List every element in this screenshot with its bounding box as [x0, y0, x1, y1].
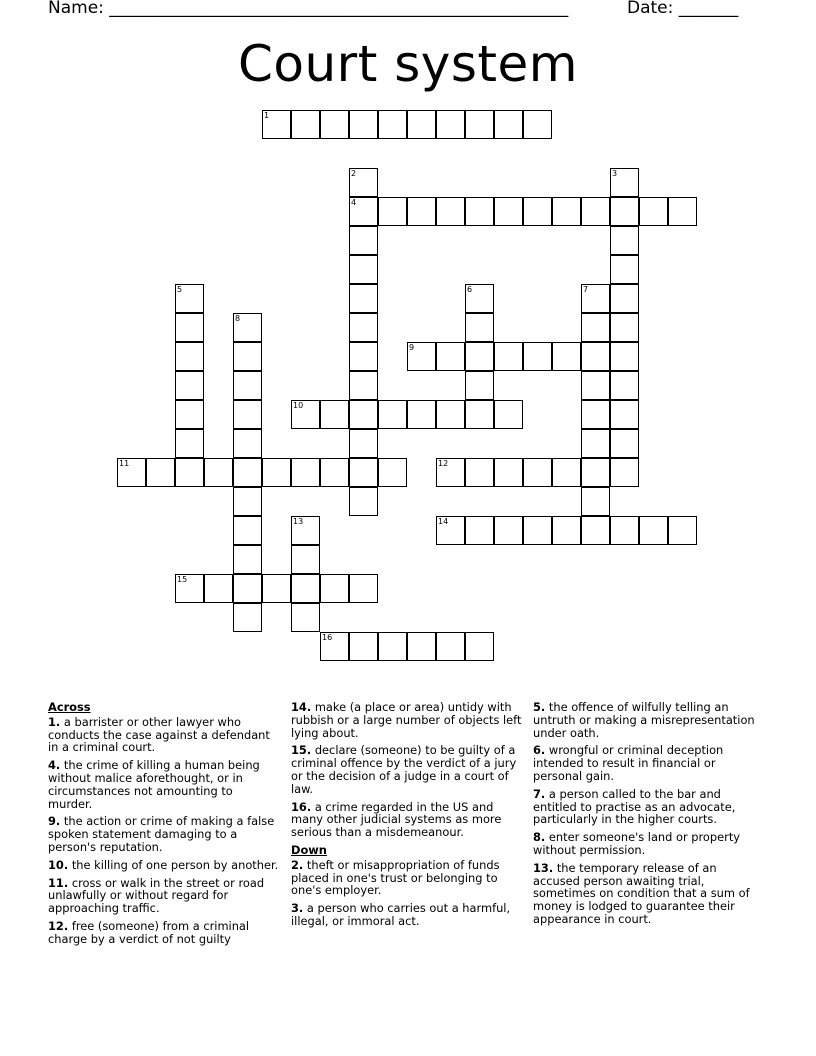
crossword-cell[interactable]	[639, 516, 668, 545]
crossword-cell[interactable]	[233, 574, 262, 603]
clue-text: a person who carries out a harmful, illegal, or immoral act.	[291, 901, 511, 928]
crossword-cell[interactable]	[349, 226, 378, 255]
crossword-cell[interactable]	[233, 313, 262, 342]
clue-text: the offence of wilfully telling an untruth or making a misrepresentation under oath.	[533, 700, 755, 740]
clue-item	[533, 744, 765, 782]
crossword-cell[interactable]	[465, 284, 494, 313]
crossword-cell[interactable]	[465, 400, 494, 429]
clue-number-label: 1.	[48, 714, 61, 729]
clue-number-label: 16.	[291, 799, 312, 814]
crossword-cell[interactable]	[175, 400, 204, 429]
crossword-cell[interactable]	[668, 197, 697, 226]
crossword-cell[interactable]	[494, 516, 523, 545]
crossword-cell[interactable]	[494, 458, 523, 487]
clue-number: 3	[612, 169, 618, 178]
clue-text: the crime of killing a human being without malice aforethought, or in circumstances not amounting to murder.	[48, 758, 260, 811]
crossword-cell[interactable]	[233, 371, 262, 400]
crossword-cell[interactable]	[320, 110, 349, 139]
crossword-cell[interactable]	[610, 255, 639, 284]
crossword-cell[interactable]	[523, 458, 552, 487]
crossword-cell[interactable]	[581, 458, 610, 487]
clue-item	[533, 701, 765, 739]
crossword-cell[interactable]	[117, 458, 146, 487]
crossword-cell[interactable]	[233, 429, 262, 458]
crossword-cell[interactable]	[233, 400, 262, 429]
crossword-cell[interactable]	[639, 197, 668, 226]
crossword-cell[interactable]	[349, 255, 378, 284]
crossword-cell[interactable]	[465, 516, 494, 545]
crossword-cell[interactable]	[349, 168, 378, 197]
clue-item	[48, 920, 280, 946]
crossword-cell[interactable]	[262, 110, 291, 139]
across-heading: Across	[48, 700, 91, 714]
crossword-cell[interactable]	[523, 516, 552, 545]
clue-text: enter someone's land or property without permission.	[533, 830, 741, 857]
clue-text: free (someone) from a criminal charge by a verdict of not guilty	[48, 918, 250, 946]
crossword-cell[interactable]	[436, 400, 465, 429]
crossword-cell[interactable]	[436, 632, 465, 661]
crossword-cell[interactable]	[523, 342, 552, 371]
crossword-cell[interactable]	[407, 632, 436, 661]
crossword-cell[interactable]	[552, 516, 581, 545]
crossword-cell[interactable]	[175, 284, 204, 313]
crossword-cell[interactable]	[523, 110, 552, 139]
crossword-cell[interactable]	[465, 197, 494, 226]
crossword-cell[interactable]	[668, 516, 697, 545]
crossword-cell[interactable]	[233, 342, 262, 371]
crossword-cell[interactable]	[581, 516, 610, 545]
crossword-cell[interactable]	[610, 197, 639, 226]
crossword-cell[interactable]	[552, 342, 581, 371]
crossword-cell[interactable]	[262, 574, 291, 603]
clue-number-label: 9.	[48, 814, 61, 829]
clue-item	[291, 859, 523, 897]
clue-text: the killing of one person by another.	[71, 857, 279, 872]
crossword-cell[interactable]	[407, 342, 436, 371]
clue-text: cross or walk in the street or road unlawfully or without regard for approaching traffic.	[48, 875, 265, 916]
clue-item	[48, 815, 280, 853]
clue-item	[48, 759, 280, 810]
crossword-cell[interactable]	[349, 458, 378, 487]
crossword-cell[interactable]	[349, 371, 378, 400]
name-field[interactable]: Name: ______________________________________________________	[48, 0, 569, 18]
crossword-cell[interactable]	[494, 110, 523, 139]
crossword-cell[interactable]	[204, 458, 233, 487]
clue-number: 2	[351, 169, 357, 178]
crossword-cell[interactable]	[291, 603, 320, 632]
clue-number-label: 2.	[291, 857, 304, 872]
crossword-cell[interactable]	[378, 400, 407, 429]
crossword-cell[interactable]	[436, 110, 465, 139]
crossword-cell[interactable]	[581, 371, 610, 400]
crossword-cell[interactable]	[465, 342, 494, 371]
clue-number-label: 4.	[48, 758, 61, 773]
crossword-cell[interactable]	[610, 458, 639, 487]
crossword-cell[interactable]	[581, 197, 610, 226]
clue-number-label: 7.	[533, 786, 546, 801]
clue-item	[291, 902, 523, 928]
crossword-cell[interactable]	[436, 458, 465, 487]
clues-column-1	[48, 701, 280, 951]
clue-number: 7	[583, 285, 589, 294]
crossword-cell[interactable]	[581, 487, 610, 516]
crossword-cell[interactable]	[378, 110, 407, 139]
crossword-cell[interactable]	[523, 197, 552, 226]
crossword-cell[interactable]	[378, 197, 407, 226]
crossword-cell[interactable]	[349, 574, 378, 603]
clue-number: 11	[119, 459, 130, 468]
crossword-cell[interactable]	[349, 487, 378, 516]
crossword-cell[interactable]	[465, 110, 494, 139]
clue-text: declare (someone) to be guilty of a criminal offence by the verdict of a jury or the decision of a judge in a court of law.	[291, 743, 517, 796]
crossword-cell[interactable]	[494, 400, 523, 429]
clue-number: 14	[438, 517, 449, 526]
crossword-cell[interactable]	[610, 400, 639, 429]
crossword-cell[interactable]	[407, 110, 436, 139]
crossword-cell[interactable]	[175, 574, 204, 603]
crossword-cell[interactable]	[465, 632, 494, 661]
crossword-cell[interactable]	[175, 342, 204, 371]
crossword-cell[interactable]	[349, 400, 378, 429]
crossword-cell[interactable]	[349, 284, 378, 313]
crossword-cell[interactable]	[436, 516, 465, 545]
crossword-cell[interactable]	[320, 458, 349, 487]
clue-number: 5	[177, 285, 183, 294]
clue-number-label: 14.	[291, 700, 312, 714]
down-heading: Down	[291, 842, 327, 857]
clue-number: 6	[467, 285, 473, 294]
crossword-cell[interactable]	[494, 342, 523, 371]
crossword-cell[interactable]	[610, 516, 639, 545]
clue-number-label: 5.	[533, 700, 546, 714]
crossword-cell[interactable]	[349, 197, 378, 226]
crossword-cell[interactable]	[233, 487, 262, 516]
crossword-cell[interactable]	[320, 400, 349, 429]
clue-item	[48, 877, 280, 915]
clue-number: 10	[293, 401, 304, 410]
crossword-cell[interactable]	[610, 371, 639, 400]
crossword-cell[interactable]	[175, 313, 204, 342]
crossword-cell[interactable]	[146, 458, 175, 487]
clue-item	[533, 788, 765, 826]
crossword-cell[interactable]	[581, 342, 610, 371]
crossword-cell[interactable]	[204, 574, 233, 603]
clue-item	[48, 716, 280, 754]
clue-item	[291, 801, 523, 839]
crossword-cell[interactable]	[465, 371, 494, 400]
crossword-cell[interactable]	[233, 458, 262, 487]
crossword-cell[interactable]	[320, 632, 349, 661]
clue-item	[533, 862, 765, 926]
clue-number-label: 15.	[291, 743, 312, 758]
crossword-cell[interactable]	[378, 458, 407, 487]
clue-item	[291, 701, 523, 739]
clue-number: 9	[409, 343, 415, 352]
crossword-cell[interactable]	[262, 458, 291, 487]
crossword-cell[interactable]	[465, 458, 494, 487]
clue-number: 16	[322, 633, 333, 642]
crossword-cell[interactable]	[291, 458, 320, 487]
crossword-cell[interactable]	[233, 545, 262, 574]
clue-item	[291, 744, 523, 795]
crossword-cell[interactable]	[581, 400, 610, 429]
crossword-cell[interactable]	[291, 110, 320, 139]
clue-number-label: 3.	[291, 901, 304, 916]
clue-text: theft or misappropriation of funds placed in one's trust or belonging to one's employer.	[291, 857, 500, 898]
clue-number: 1	[264, 111, 270, 120]
crossword-cell[interactable]	[175, 429, 204, 458]
crossword-cell[interactable]	[175, 371, 204, 400]
clue-number: 4	[351, 198, 357, 207]
crossword-cell[interactable]	[552, 458, 581, 487]
crossword-cell[interactable]	[436, 342, 465, 371]
clue-number: 8	[235, 314, 241, 323]
crossword-cell[interactable]	[407, 400, 436, 429]
clue-text: make (a place or area) untidy with rubbish or a large number of objects left lying about.	[291, 700, 522, 740]
crossword-cell[interactable]	[407, 197, 436, 226]
crossword-cell[interactable]	[349, 342, 378, 371]
crossword-cell[interactable]	[610, 429, 639, 458]
crossword-cell[interactable]	[610, 284, 639, 313]
crossword-cell[interactable]	[581, 429, 610, 458]
clue-number-label: 10.	[48, 857, 69, 872]
crossword-cell[interactable]	[175, 458, 204, 487]
clue-text: the temporary release of an accused person awaiting trial, sometimes on condition that a sum of money is lodged to guarantee their appearance in court.	[533, 860, 750, 926]
date-field[interactable]: Date: _______	[627, 0, 739, 18]
crossword-cell[interactable]	[291, 545, 320, 574]
clue-number-label: 11.	[48, 875, 69, 890]
clue-text: the action or crime of making a false spoken statement damaging to a person's reputation.	[48, 814, 275, 854]
crossword-cell[interactable]	[610, 168, 639, 197]
clue-number: 15	[177, 575, 188, 584]
clue-text: wrongful or criminal deception intended to result in financial or personal gain.	[533, 743, 724, 783]
crossword-cell[interactable]	[320, 574, 349, 603]
clue-number: 13	[293, 517, 304, 526]
clues-column-2	[291, 701, 523, 933]
crossword-cell[interactable]	[291, 574, 320, 603]
clue-text: a barrister or other lawyer who conducts the case against a defendant in a criminal court.	[48, 714, 270, 755]
crossword-cell[interactable]	[233, 516, 262, 545]
clue-number-label: 6.	[533, 743, 546, 758]
clue-number: 12	[438, 459, 449, 468]
clue-text: a crime regarded in the US and many other judicial systems as more serious than a misdemeanour.	[291, 799, 502, 840]
crossword-cell[interactable]	[552, 197, 581, 226]
clue-number-label: 12.	[48, 918, 69, 933]
clue-number-label: 8.	[533, 830, 546, 845]
crossword-cell[interactable]	[494, 197, 523, 226]
crossword-cell[interactable]	[610, 226, 639, 255]
clue-text: a person called to the bar and entitled to practise as an advocate, particularly in the higher courts.	[533, 786, 736, 827]
crossword-cell[interactable]	[349, 313, 378, 342]
crossword-cell[interactable]	[581, 284, 610, 313]
clue-item	[533, 831, 765, 857]
crossword-cell[interactable]	[465, 313, 494, 342]
crossword-cell[interactable]	[581, 313, 610, 342]
page-title: Court system	[237, 35, 578, 93]
crossword-cell[interactable]	[349, 110, 378, 139]
crossword-cell[interactable]	[349, 632, 378, 661]
crossword-cell[interactable]	[233, 603, 262, 632]
crossword-cell[interactable]	[291, 400, 320, 429]
crossword-cell[interactable]	[436, 197, 465, 226]
crossword-cell[interactable]	[378, 632, 407, 661]
clue-item	[48, 859, 280, 872]
crossword-cell[interactable]	[291, 516, 320, 545]
crossword-cell[interactable]	[610, 313, 639, 342]
clue-number-label: 13.	[533, 860, 554, 875]
clues-column-3	[533, 701, 765, 931]
crossword-cell[interactable]	[610, 342, 639, 371]
crossword-cell[interactable]	[349, 429, 378, 458]
